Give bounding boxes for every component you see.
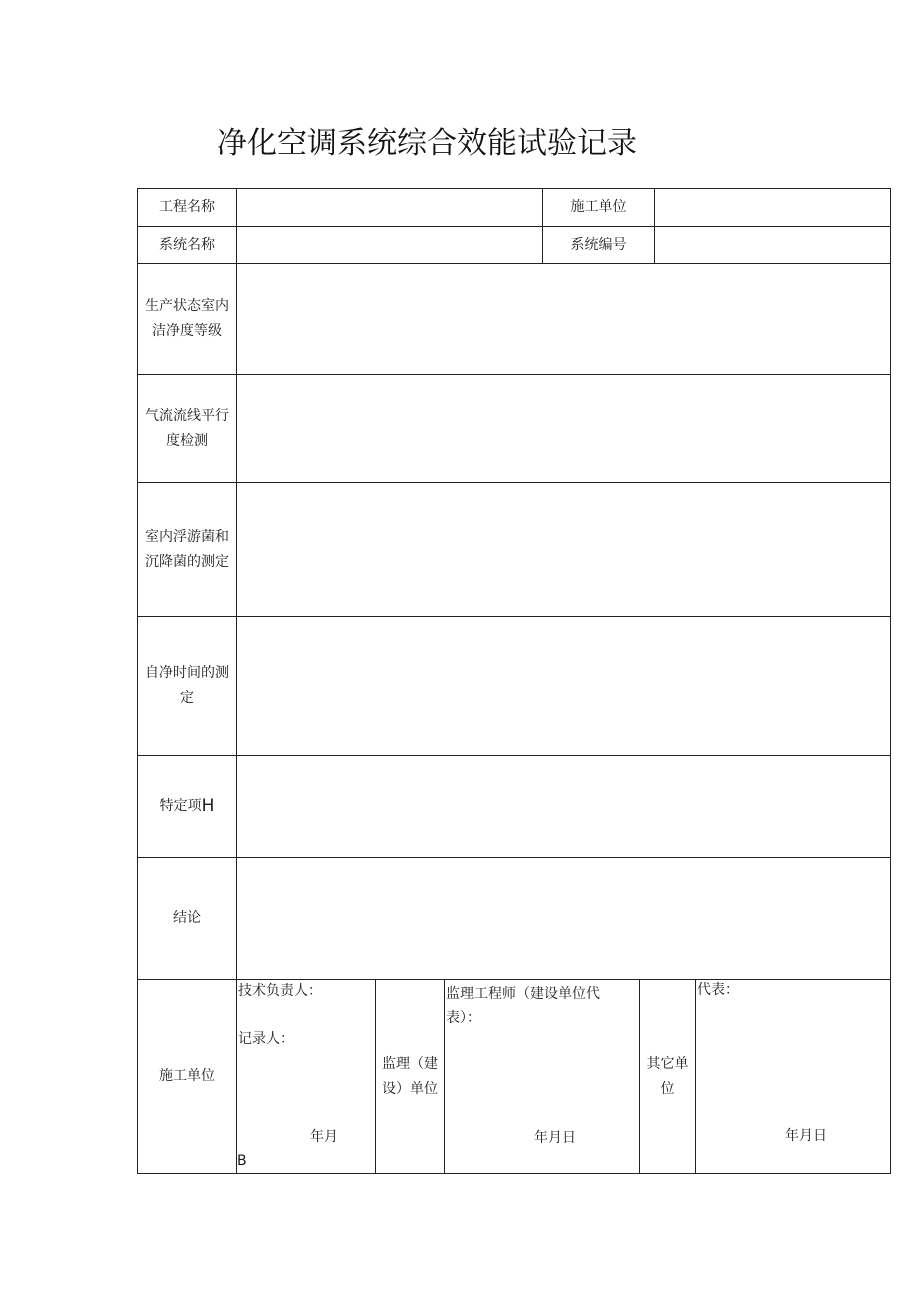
airflow-label <box>138 375 236 482</box>
other-unit-line1: 其它单 <box>646 1055 689 1072</box>
selfclean-label <box>138 617 236 755</box>
cleanliness-label <box>138 264 236 374</box>
selfclean-label-line1: 自净时间的测 <box>145 665 229 681</box>
project-name-field[interactable] <box>237 189 542 226</box>
selfclean-field[interactable] <box>237 617 890 755</box>
bacteria-label <box>138 483 236 616</box>
project-name-label: 工程名称 <box>159 199 215 215</box>
page-title: 净化空调系统综合效能试验记录 <box>217 126 637 161</box>
other-unit-label <box>640 980 695 1173</box>
cleanliness-label-line1: 生产状态室内 <box>145 298 229 314</box>
supervisor-date: 年月日 <box>534 1130 576 1146</box>
selfclean-label-line2: 定 <box>180 690 194 706</box>
bacteria-label-line2: 沉降菌的测定 <box>145 553 229 570</box>
supervision-unit-line2: 设）单位 <box>382 1080 438 1097</box>
supervisor-label-line2: 表）： <box>446 1010 481 1026</box>
system-name-label: 系统名称 <box>159 236 215 253</box>
other-unit-line2: 位 <box>660 1080 675 1097</box>
airflow-field[interactable] <box>237 375 890 482</box>
recorder-label: 记录人： <box>238 1031 294 1047</box>
system-name-field[interactable] <box>237 227 542 263</box>
construction-unit-field[interactable] <box>655 189 890 226</box>
bacteria-label-line1: 室内浮游菌和 <box>145 528 229 545</box>
conclusion-label: 结论 <box>173 910 201 926</box>
supervision-unit-line1: 监理（建 <box>382 1055 438 1072</box>
supervision-signature-area[interactable] <box>445 980 639 1173</box>
representative-label: 代表： <box>697 982 739 998</box>
supervision-unit-label <box>376 980 444 1173</box>
bacteria-field[interactable] <box>237 483 890 616</box>
signature-construction-unit-label: 施工单位 <box>159 1068 215 1084</box>
cleanliness-field[interactable] <box>237 264 890 374</box>
conclusion-field[interactable] <box>237 858 890 979</box>
cleanliness-label-line2: 洁净度等级 <box>152 323 222 339</box>
airflow-label-line1: 气流流线平行 <box>145 407 229 424</box>
system-number-field[interactable] <box>655 227 890 263</box>
special-item-field[interactable] <box>237 756 890 857</box>
other-date: 年月日 <box>785 1128 827 1144</box>
construction-signature-area[interactable] <box>237 980 375 1173</box>
construction-date: 年月 <box>310 1129 338 1145</box>
record-form-table <box>137 188 891 1174</box>
airflow-label-line2: 度检测 <box>166 432 208 449</box>
special-item-text: 特定项 <box>159 798 202 814</box>
supervisor-label-line1: 监理工程师（建设单位代 <box>446 986 600 1002</box>
construction-date-suffix: B <box>237 1153 247 1169</box>
special-item-suffix: H <box>201 796 215 816</box>
other-signature-area[interactable] <box>696 980 890 1173</box>
tech-lead-label: 技术负责人： <box>238 983 322 999</box>
construction-unit-label: 施工单位 <box>570 199 627 215</box>
system-number-label: 系统编号 <box>570 236 627 253</box>
special-item-label <box>138 756 236 857</box>
